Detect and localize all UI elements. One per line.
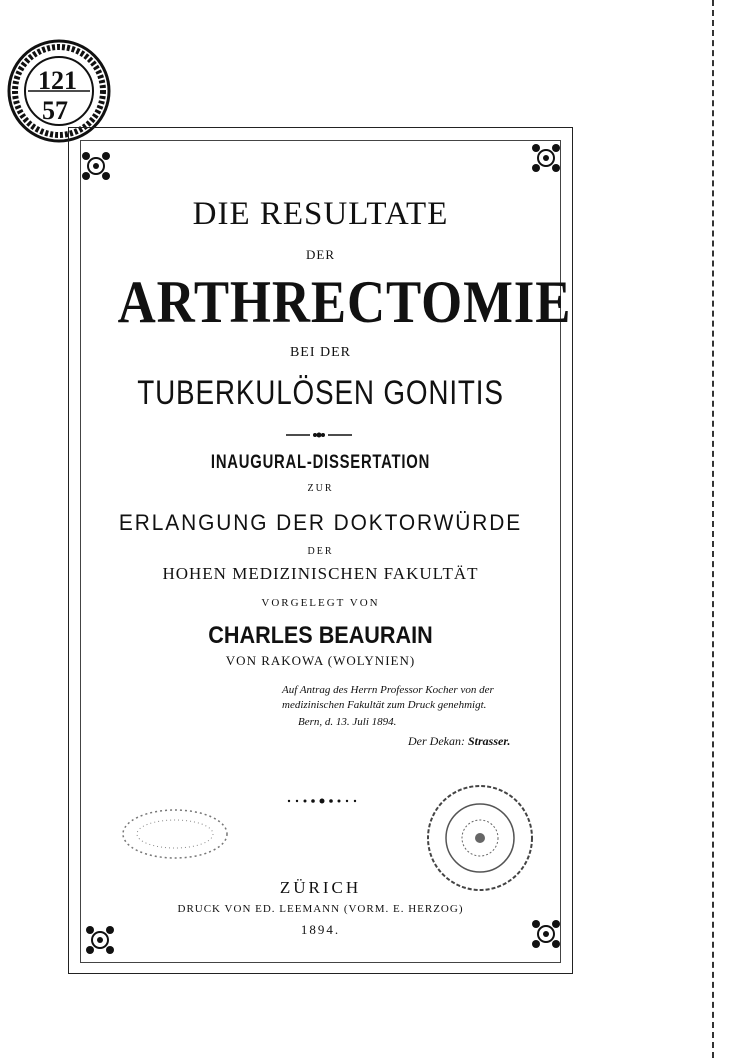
approval-date: Bern, d. 13. Juli 1894. xyxy=(298,716,397,728)
imprint-city: ZÜRICH xyxy=(279,878,362,897)
author-origin: VON RAKOWA (WOLYNIEN) xyxy=(225,653,416,668)
title-line-1: DIE RESULTATE xyxy=(192,196,449,232)
approval-line-1: Auf Antrag des Herrn Professor Kocher von der xyxy=(282,684,494,696)
dean-name: Strasser. xyxy=(467,734,511,748)
divider-ornament-top xyxy=(286,431,352,439)
author-name: CHARLES BEAURAIN xyxy=(208,622,433,649)
page-edge xyxy=(712,0,714,1058)
submitted-by: VORGELEGT VON xyxy=(261,597,380,609)
purpose: ERLANGUNG DER DOKTORWÜRDE xyxy=(118,510,523,535)
imprint-year: 1894. xyxy=(300,922,341,937)
dean-signature xyxy=(408,734,510,749)
der-label: DER xyxy=(307,546,334,557)
faint-stamp-left xyxy=(120,806,230,862)
corner-ornament-top-right xyxy=(524,136,568,180)
divider-ornament-bottom xyxy=(286,797,358,805)
seal-number-bottom: 57 xyxy=(42,96,68,125)
dissertation-type: INAUGURAL-DISSERTATION xyxy=(210,452,431,473)
approval-line-2: medizinischen Fakultät zum Druck genehmigt. xyxy=(282,699,487,711)
dean-prefix: Der Dekan: xyxy=(408,734,468,748)
zur-label: ZUR xyxy=(307,483,334,494)
faculty: HOHEN MEDIZINISCHEN FAKULTÄT xyxy=(162,564,479,583)
corner-ornament-top-left xyxy=(74,144,118,188)
subtitle: TUBERKULÖSEN GONITIS xyxy=(137,374,504,412)
imprint-printer: DRUCK VON ED. LEEMANN (VORM. E. HERZOG) xyxy=(177,903,464,915)
main-title: ARTHRECTOMIE xyxy=(117,269,572,335)
title-line-4: BEI DER xyxy=(289,345,352,360)
title-line-2: DER xyxy=(306,247,335,262)
seal-number-top: 121 xyxy=(38,66,77,95)
